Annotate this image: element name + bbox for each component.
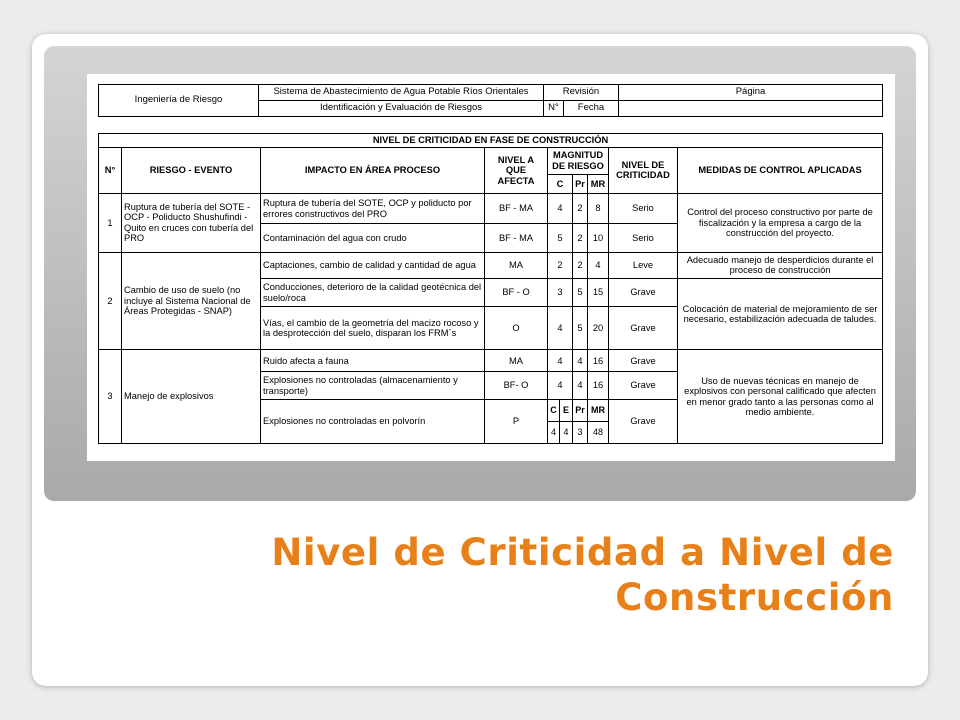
risk-event: Manejo de explosivos [122,350,261,444]
criticality-cell: Grave [609,399,678,443]
slide-title [134,530,894,620]
measures-cell: Control del proceso constructivo por parte de fiscalización y la empresa a cargo de la construcción del proyecto. [678,193,883,252]
c-cell: 4 [548,372,573,399]
criticality-table [98,133,883,444]
header-date: Fecha [564,101,619,117]
header-revision: Revisión [544,85,619,101]
col-header-mr: MR [588,174,609,193]
sub-header-e: E [560,399,573,421]
risk-event: Cambio de uso de suelo (no incluye al Sistema Nacional de Áreas Protegidas - SNAP) [122,252,261,350]
sub-header-mr: MR [588,399,609,421]
sub-value-e: 4 [560,421,573,443]
c-cell: 4 [548,307,573,350]
slide-title-line-2: Construcción [615,576,894,619]
document-header-table [98,84,883,117]
col-header-no: N° [99,147,122,193]
image-frame [44,46,916,501]
table-title: NIVEL DE CRITICIDAD EN FASE DE CONSTRUCCIÓN [99,134,883,148]
c-cell: 2 [548,252,573,278]
row-number: 3 [99,350,122,444]
level-cell: MA [485,350,548,372]
row-number: 1 [99,193,122,252]
c-cell: 3 [548,278,573,306]
c-cell: 5 [548,224,573,252]
col-header-impact: IMPACTO EN ÁREA PROCESO [261,147,485,193]
mr-cell: 15 [588,278,609,306]
c-cell: 4 [548,193,573,223]
impact-cell: Contaminación del agua con crudo [261,224,485,252]
measures-cell: Colocación de material de mejoramiento de ser necesario, estabilización adecuada de taludes. [678,278,883,349]
mr-cell: 4 [588,252,609,278]
mr-cell: 16 [588,350,609,372]
impact-cell: Vías, el cambio de la geometría del macizo rocoso y la desprotección del suelo, disparan los FRM´s [261,307,485,350]
table-row [99,252,883,278]
criticality-cell: Serio [609,224,678,252]
mr-cell: 16 [588,372,609,399]
mr-cell: 10 [588,224,609,252]
impact-cell: Ruptura de tubería del SOTE, OCP y poliducto por errores constructivos del PRO [261,193,485,223]
sub-value-c: 4 [548,421,560,443]
col-header-magnitude: MAGNITUD DE RIESGO [548,147,609,174]
criticality-cell: Leve [609,252,678,278]
header-department: Ingeniería de Riesgo [99,85,259,117]
sub-value-pr: 3 [573,421,588,443]
pr-cell: 4 [573,372,588,399]
table-row [99,193,883,223]
measures-cell: Adecuado manejo de desperdicios durante el proceso de construcción [678,252,883,278]
risk-event: Ruptura de tubería del SOTE - OCP - Poliducto Shushufindi - Quito en cruces con tubería del PRO [122,193,261,252]
level-cell: BF - MA [485,224,548,252]
measures-cell: Uso de nuevas técnicas en manejo de explosivos con personal calificado que afecten en menor grado tanto a las personas como al medio ambiente. [678,350,883,444]
criticality-cell: Serio [609,193,678,223]
pr-cell: 5 [573,278,588,306]
header-page-value [619,101,883,117]
pr-cell: 2 [573,224,588,252]
pr-cell: 2 [573,252,588,278]
table-row [99,350,883,372]
mr-cell: 20 [588,307,609,350]
criticality-cell: Grave [609,372,678,399]
level-cell: BF- O [485,372,548,399]
level-cell: BF - O [485,278,548,306]
col-header-criticality: NIVEL DE CRITICIDAD [609,147,678,193]
slide [32,34,928,686]
criticality-cell: Grave [609,278,678,306]
sub-header-pr: Pr [573,399,588,421]
row-number: 2 [99,252,122,350]
sub-header-c: C [548,399,560,421]
impact-cell: Explosiones no controladas en polvorín [261,399,485,443]
header-system: Sistema de Abastecimiento de Agua Potable Ríos Orientales [259,85,544,101]
criticality-cell: Grave [609,350,678,372]
pr-cell: 2 [573,193,588,223]
impact-cell: Ruido afecta a fauna [261,350,485,372]
impact-cell: Captaciones, cambio de calidad y cantidad de agua [261,252,485,278]
level-cell: O [485,307,548,350]
level-cell: MA [485,252,548,278]
c-cell: 4 [548,350,573,372]
col-header-level: NIVEL A QUE AFECTA [485,147,548,193]
level-cell: P [485,399,548,443]
header-number: N° [544,101,564,117]
pr-cell: 5 [573,307,588,350]
col-header-c: C [548,174,573,193]
criticality-cell: Grave [609,307,678,350]
level-cell: BF - MA [485,193,548,223]
mr-cell: 8 [588,193,609,223]
col-header-measures: MEDIDAS DE CONTROL APLICADAS [678,147,883,193]
col-header-risk: RIESGO - EVENTO [122,147,261,193]
slide-title-line-1: Nivel de Criticidad a Nivel de [271,531,894,574]
header-document: Identificación y Evaluación de Riesgos [259,101,544,117]
document-scan [87,74,895,461]
sub-value-mr: 48 [588,421,609,443]
header-page: Página [619,85,883,101]
impact-cell: Explosiones no controladas (almacenamiento y transporte) [261,372,485,399]
impact-cell: Conducciones, deterioro de la calidad geotécnica del suelo/roca [261,278,485,306]
pr-cell: 4 [573,350,588,372]
col-header-pr: Pr [573,174,588,193]
